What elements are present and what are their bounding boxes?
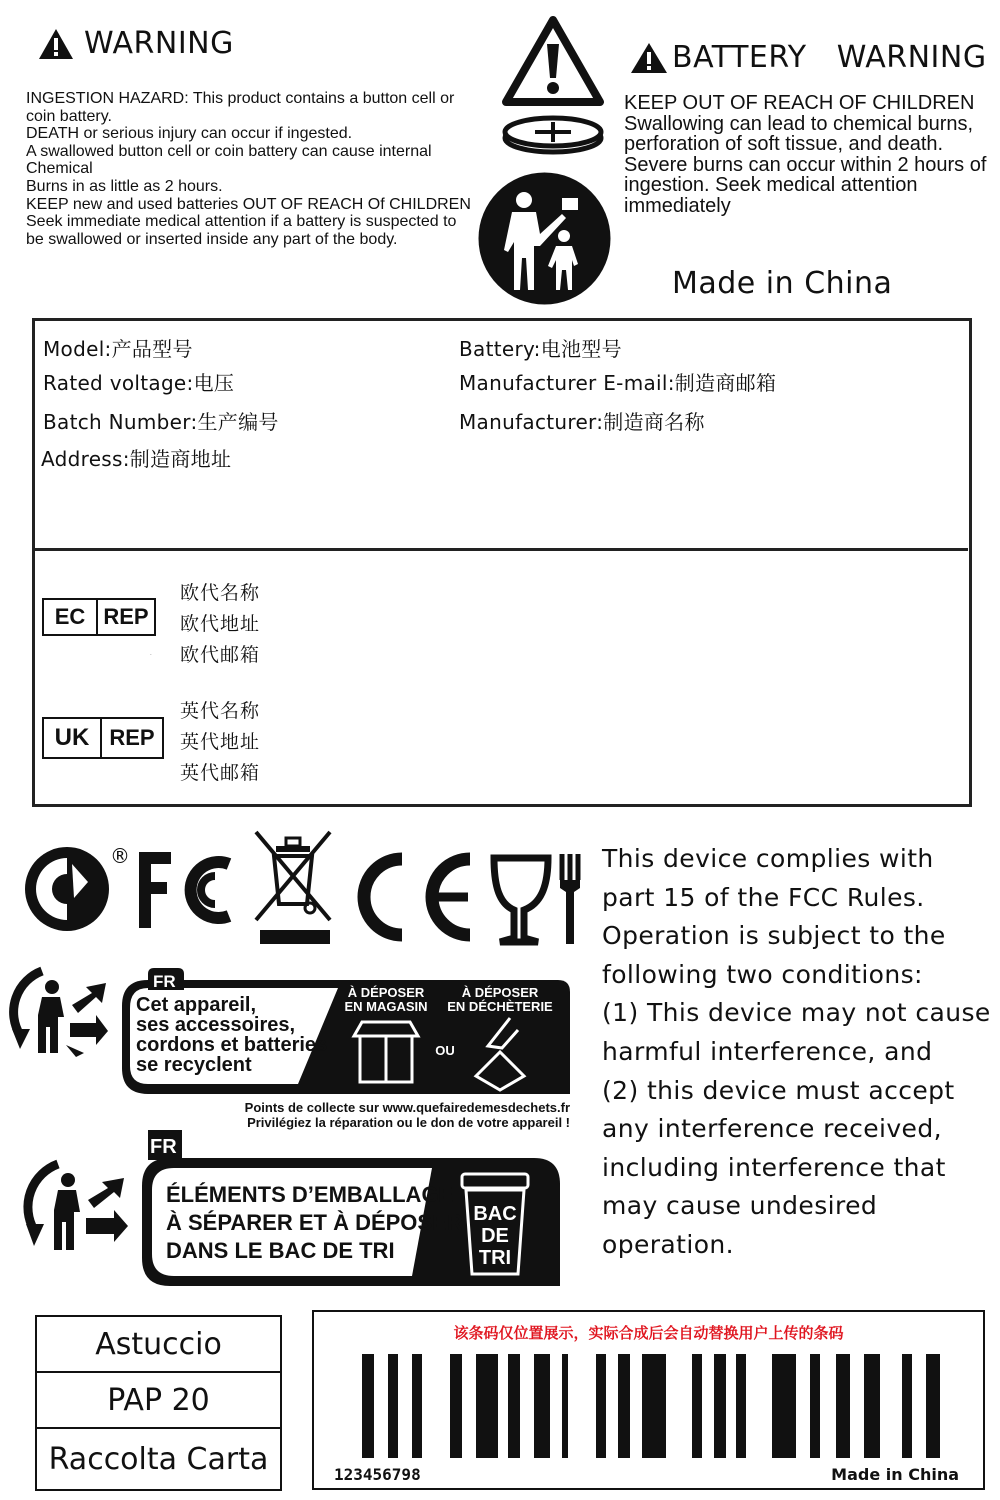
battery-field: Battery:电池型号 [459,337,622,361]
manufacturer-field: Manufacturer:制造商名称 [459,410,705,434]
batch-number-field: Batch Number:生产编号 [43,410,279,434]
registered-mark: ® [110,844,130,868]
uk-rep-details [180,696,260,789]
ec-rep-details [180,578,260,671]
battery-warning-text [624,93,994,216]
svg-text:se recyclent: se recyclent [136,1054,252,1076]
ec-rep-name: 欧代名称 [180,582,261,604]
ec-rep-email: 欧代邮箱 [180,644,261,666]
ec-rep-address: 欧代地址 [180,613,261,635]
barcode-number: 123456798 [334,1465,421,1484]
fcc-line: This device complies with part 15 of the FCC Rules. [602,844,934,912]
svg-text:OU: OU [435,1043,455,1058]
warning-line: INGESTION HAZARD: This product contains a button cell or coin battery. [26,90,455,125]
packaging-material-table [35,1315,282,1491]
triman-recycling-icon [12,965,110,1057]
fcc-statement [602,840,992,1265]
uk-rep-badge: UK REP [42,717,164,759]
barcode-bars [358,1354,948,1458]
warning-line: DEATH or serious injury can occur if ingested. [26,125,353,143]
svg-text:ÉLÉMENTS D’EMBALLAGE: ÉLÉMENTS D’EMBALLAGE [166,1182,454,1207]
svg-text:BAC: BAC [473,1203,517,1225]
made-in-china-label: Made in China [672,266,893,301]
packaging-collection-cell: Raccolta Carta [48,1441,269,1477]
warning-line: A swallowed button cell or coin battery can cause internal Chemical [26,142,432,178]
triman-packaging-label [140,1128,562,1288]
keep-away-from-children-icon [478,172,611,305]
barcode-placeholder-note: 该条码仅位置展示，实际合成后会自动替换用户上传的条码 [453,1324,844,1342]
green-dot-icon [24,846,110,932]
warning-line: KEEP new and used batteries OUT OF REACH Of CHILDREN [26,195,471,213]
uk-rep-address: 英代地址 [180,731,261,753]
warning-title: WARNING [38,26,234,61]
fcc-line: Operation is subject to the following two conditions: [602,921,946,989]
manufacturer-email-field: Manufacturer E-mail:制造商邮箱 [459,371,777,395]
fr-badge: FR [150,1136,177,1158]
triman-device-label [118,966,570,1094]
warning-triangle-icon [38,28,74,60]
model-field: Model:产品型号 [43,337,193,361]
info-box-divider [32,548,968,551]
svg-text:TRI: TRI [478,1247,512,1269]
svg-text:Cet appareil,: Cet appareil, [136,994,257,1016]
svg-text:À DÉPOSER: À DÉPOSER [461,985,539,1000]
svg-text:EN DÉCHÈTERIE: EN DÉCHÈTERIE [447,999,553,1014]
barcode-made-in-china: Made in China [831,1465,959,1484]
uk-rep-name: 英代名称 [180,700,261,722]
food-safe-icon [490,852,582,946]
warning-line: Seek immediate medical attention if a battery is suspected to be swallowed or inserted inside any part of the body. [26,213,457,248]
svg-text:cordons et batteries: cordons et batteries [136,1034,328,1056]
triman-recycling-icon [26,1158,130,1254]
coin-battery-warning-icon [500,14,606,154]
fcc-line: (2) this device must accept any interference received, including interference that may cause undesired operation. [602,1075,955,1259]
svg-text:CE: CE [150,655,152,656]
warning-text [26,90,476,248]
svg-text:DANS LE BAC DE TRI: DANS LE BAC DE TRI [166,1238,395,1263]
battery-warning-line: Swallowing can lead to chemical burns, perforation of soft tissue, and death. Severe burns can occur within 2 hours of ingestion. Seek medical attention immediately [624,112,987,217]
barcode-box [312,1310,985,1490]
svg-text:EN MAGASIN: EN MAGASIN [344,999,428,1014]
ec-rep-badge: EC REP [42,598,156,636]
rated-voltage-field: Rated voltage:电压 [43,371,235,395]
svg-text:À DÉPOSER: À DÉPOSER [347,985,425,1000]
fcc-line: (1) This device may not cause harmful interference, and [602,998,991,1066]
packaging-type-cell: Astuccio [37,1317,280,1373]
packaging-code-cell: PAP 20 [37,1373,280,1429]
weee-bin-icon [252,828,334,946]
svg-text:ses accessoires,: ses accessoires, [136,1014,296,1036]
fcc-logo-icon [137,850,237,930]
svg-text:DE: DE [481,1225,509,1247]
battery-warning-title: BATTERY WARNING [630,40,987,75]
uk-rep-email: 英代邮箱 [180,762,261,784]
warning-triangle-icon [630,42,668,74]
address-field: Address:制造商地址 [41,447,232,471]
warning-line: Burns in as little as 2 hours. [26,177,223,195]
triman-device-footer: Points de collecte sur www.quefairedemesdechets.fr Privilégiez la réparation ou le don de votre appareil ! [244,1100,570,1130]
battery-warning-line: KEEP OUT OF REACH OF CHILDREN [624,92,975,114]
svg-text:À SÉPARER ET À DÉPOSER: À SÉPARER ET À DÉPOSER [166,1210,463,1235]
fr-badge: FR [153,972,176,991]
